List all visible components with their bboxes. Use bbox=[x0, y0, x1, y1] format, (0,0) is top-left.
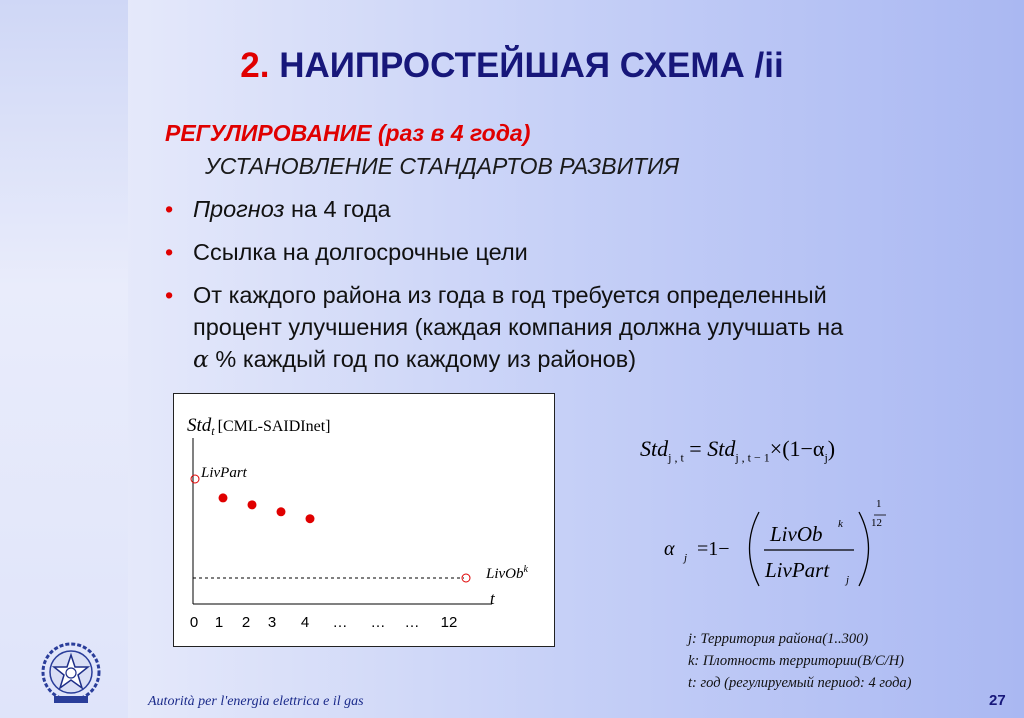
data-point bbox=[248, 500, 257, 509]
data-point bbox=[219, 493, 228, 502]
alpha-symbol: α bbox=[193, 345, 209, 373]
f1-lhs-sub: j , t bbox=[668, 450, 684, 465]
bullet-improvement-line3: % каждый год по каждому из районов) bbox=[208, 346, 637, 372]
italian-republic-emblem-icon bbox=[40, 640, 102, 711]
f2-numerator: LivOb bbox=[770, 522, 823, 546]
bullet-long-term-goals bbox=[165, 236, 995, 268]
x-tick-label: 1 bbox=[214, 614, 224, 631]
x-tick-labels bbox=[190, 614, 458, 631]
f1-rest-sub: j bbox=[824, 450, 828, 465]
f1-rhs-sub: j , t − 1 bbox=[735, 450, 770, 465]
f1-lhs: Std bbox=[640, 436, 669, 461]
bullet-goals-text: Ссылка на долгосрочные цели bbox=[193, 239, 528, 265]
x-tick-label: 2 bbox=[241, 614, 251, 631]
f2-exp-num: 1 bbox=[876, 498, 882, 510]
legend-j: j: Территория района(1..300) bbox=[688, 631, 869, 647]
f2-denominator: LivPart bbox=[765, 558, 830, 582]
legend-t: t: год (регулируемый период: 4 года) bbox=[688, 675, 912, 691]
formula-alpha bbox=[664, 498, 904, 598]
f2-num-sup: k bbox=[838, 518, 843, 530]
regulation-heading: РЕГУЛИРОВАНИЕ (раз в 4 года) bbox=[165, 120, 531, 146]
f2-alpha-sub: j bbox=[684, 552, 688, 564]
data-point bbox=[306, 514, 315, 523]
data-points bbox=[191, 475, 470, 582]
x-tick-label: 0 bbox=[189, 614, 199, 631]
start-point-label: LivPart bbox=[201, 465, 247, 481]
f1-eq: = bbox=[689, 436, 702, 461]
x-tick-label: 4 bbox=[300, 614, 310, 631]
bullet-list bbox=[165, 193, 995, 386]
bullet-forecast-italic: Прогноз bbox=[193, 196, 285, 222]
data-point bbox=[277, 507, 286, 516]
f2-alpha: α bbox=[664, 538, 675, 560]
standards-subheading: УСТАНОВЛЕНИЕ СТАНДАРТОВ РАЗВИТИЯ bbox=[205, 153, 680, 179]
f1-rest: ×(1−α bbox=[769, 436, 825, 461]
x-tick-label: 3 bbox=[267, 614, 277, 631]
f2-brackets bbox=[664, 498, 904, 598]
bullet-dot-icon: • bbox=[165, 196, 174, 222]
f2-exp-den: 12 bbox=[871, 517, 882, 529]
bullet-improvement-line2: процент улучшения (каждая компания должна улучшать на bbox=[193, 314, 844, 340]
f2-den-sub: j bbox=[846, 574, 850, 586]
title-text: НАИПРОСТЕЙШАЯ СХЕМА /ii bbox=[279, 46, 784, 85]
bullet-dot-icon: • bbox=[165, 239, 174, 265]
bullet-forecast-rest: на 4 года bbox=[284, 196, 391, 222]
formula-std-recursion bbox=[640, 436, 835, 465]
f1-close: ) bbox=[827, 436, 836, 461]
f1-rhs: Std bbox=[707, 436, 736, 461]
target-point-label: LivOb$^k$ bbox=[486, 564, 528, 582]
footer-organization: Autorità per l'energia elettrica e il gas bbox=[148, 694, 364, 709]
bullet-dot-icon: • bbox=[165, 282, 174, 308]
page-number: 27 bbox=[989, 692, 1006, 709]
x-axis-label: t bbox=[490, 589, 495, 608]
slide-title bbox=[0, 46, 1024, 86]
x-tick-label: … bbox=[332, 614, 348, 631]
title-number: 2. bbox=[240, 46, 270, 85]
variable-legend bbox=[688, 628, 912, 694]
x-tick-label: … bbox=[404, 614, 420, 631]
start-point-marker bbox=[191, 475, 199, 483]
left-sidebar-band bbox=[0, 0, 128, 718]
bullet-forecast bbox=[165, 193, 995, 225]
bullet-improvement bbox=[165, 279, 995, 375]
bullet-improvement-line1: От каждого района из года в год требуется определенный bbox=[193, 282, 827, 308]
standard-trajectory-chart bbox=[173, 393, 555, 647]
f2-eq: =1− bbox=[697, 538, 730, 560]
x-tick-label: 12 bbox=[440, 614, 458, 631]
y-axis-label: Std$_t$ [CML-SAIDInet] bbox=[187, 415, 331, 438]
legend-k: k: Плотность территории(B/C/H) bbox=[688, 653, 904, 669]
x-tick-label: … bbox=[370, 614, 386, 631]
chart-svg bbox=[174, 394, 554, 646]
